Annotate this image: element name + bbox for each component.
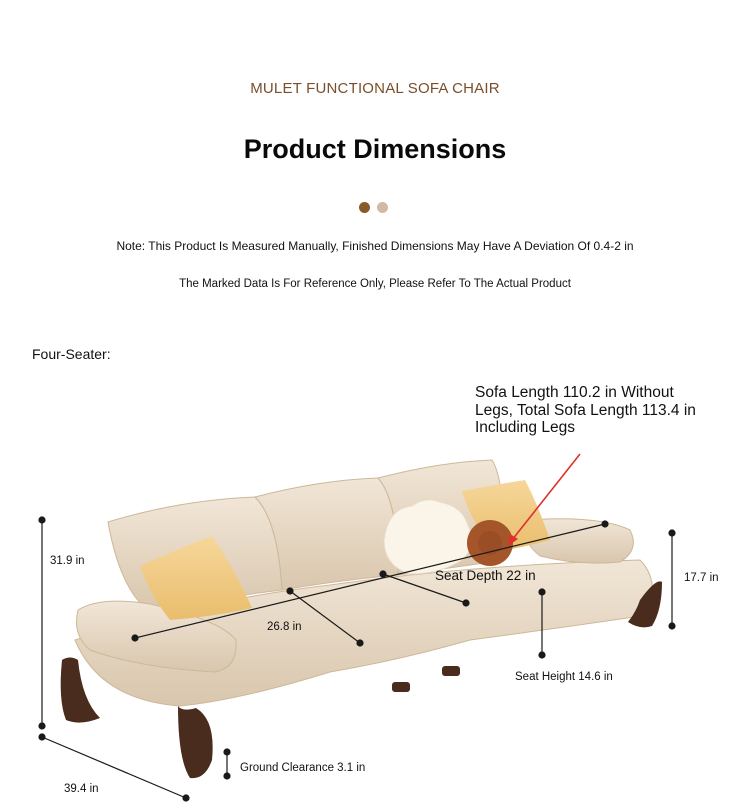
seat-depth-label: Seat Depth 22 in bbox=[435, 568, 536, 583]
arm-width-label: 26.8 in bbox=[267, 621, 302, 633]
reference-note: The Marked Data Is For Reference Only, Please Refer To The Actual Product bbox=[179, 278, 571, 290]
back-height-label: 17.7 in bbox=[684, 572, 719, 584]
product-subtitle: MULET FUNCTIONAL SOFA CHAIR bbox=[250, 80, 500, 97]
sofa-length-callout: Sofa Length 110.2 in Without Legs, Total Sofa Length 113.4 in Including Legs bbox=[475, 384, 696, 436]
seat-height-label: Seat Height 14.6 in bbox=[515, 671, 613, 683]
ground-clearance-label: Ground Clearance 3.1 in bbox=[240, 762, 366, 774]
leg-front-left bbox=[178, 706, 213, 778]
leg-center-b bbox=[442, 666, 460, 676]
depth-label: 39.4 in bbox=[64, 783, 99, 795]
height-label: 31.9 in bbox=[50, 555, 85, 567]
leg-center-a bbox=[392, 682, 410, 692]
variant-label: Four-Seater: bbox=[32, 346, 111, 362]
page-title: Product Dimensions bbox=[243, 134, 507, 164]
measurement-note: Note: This Product Is Measured Manually, Finished Dimensions May Have A Deviation Of 0.4-2 in bbox=[116, 239, 634, 253]
